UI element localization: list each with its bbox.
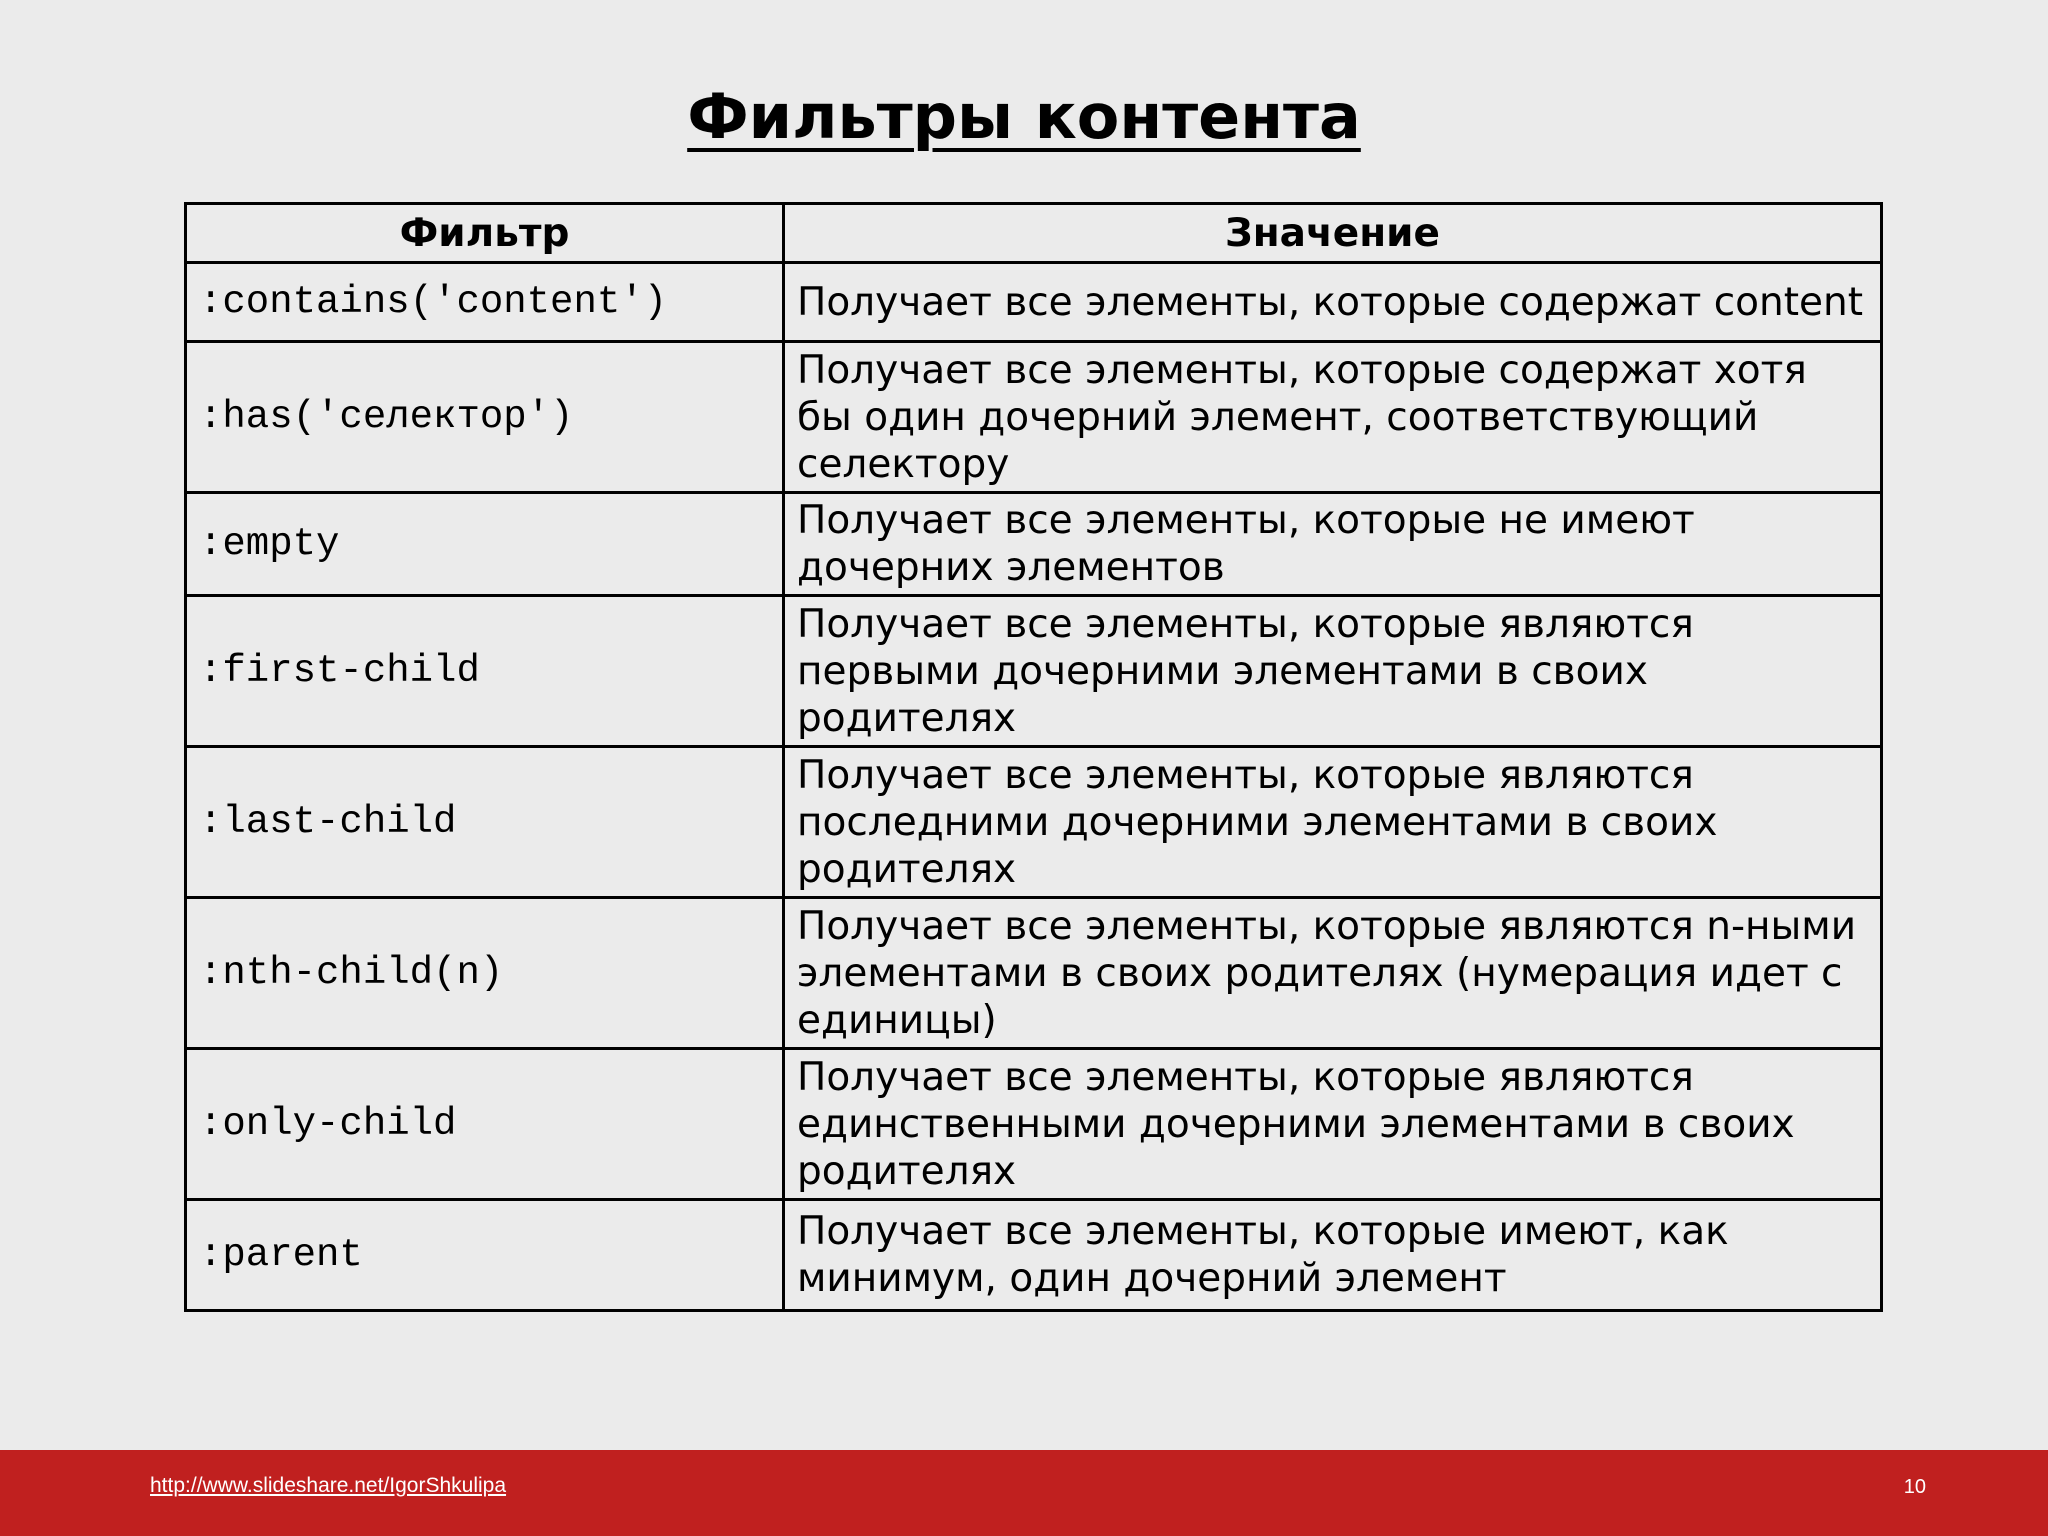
table-row	[186, 898, 1882, 1049]
description-cell: Получает все элементы, которые являются n-ными элементами в своих родителях (нумерация идет с единицы)	[784, 898, 1882, 1049]
filter-cell: :parent	[186, 1200, 784, 1311]
table-row	[186, 263, 1882, 342]
table-row	[186, 493, 1882, 596]
page-number: 10	[1903, 1476, 1926, 1498]
description-cell: Получает все элементы, которые являются последними дочерними элементами в своих родителях	[784, 747, 1882, 898]
footer-link[interactable]: http://www.slideshare.net/IgorShkulipa	[150, 1474, 507, 1497]
slide-title: Фильтры контента	[687, 80, 1361, 153]
description-cell: Получает все элементы, которые не имеют дочерних элементов	[784, 493, 1882, 596]
filter-cell: :empty	[186, 493, 784, 596]
filter-cell: :nth-child(n)	[186, 898, 784, 1049]
table-row	[186, 596, 1882, 747]
column-header-meaning: Значение	[784, 204, 1882, 263]
filter-cell: :only-child	[186, 1049, 784, 1200]
column-header-filter: Фильтр	[186, 204, 784, 263]
table-row	[186, 747, 1882, 898]
table-header-row	[186, 204, 1882, 263]
description-cell: Получает все элементы, которые имеют, как минимум, один дочерний элемент	[784, 1200, 1882, 1311]
description-cell: Получает все элементы, которые содержат content	[784, 263, 1882, 342]
filter-cell: :has('селектор')	[186, 342, 784, 493]
filter-cell: :contains('content')	[186, 263, 784, 342]
footer-bar	[0, 1450, 2048, 1536]
description-cell: Получает все элементы, которые содержат хотя бы один дочерний элемент, соответствующий селектору	[784, 342, 1882, 493]
filters-table	[184, 202, 1883, 1312]
description-cell: Получает все элементы, которые являются единственными дочерними элементами в своих родителях	[784, 1049, 1882, 1200]
description-cell: Получает все элементы, которые являются первыми дочерними элементами в своих родителях	[784, 596, 1882, 747]
filter-cell: :last-child	[186, 747, 784, 898]
table-row	[186, 342, 1882, 493]
filter-cell: :first-child	[186, 596, 784, 747]
table-row	[186, 1200, 1882, 1311]
table-row	[186, 1049, 1882, 1200]
